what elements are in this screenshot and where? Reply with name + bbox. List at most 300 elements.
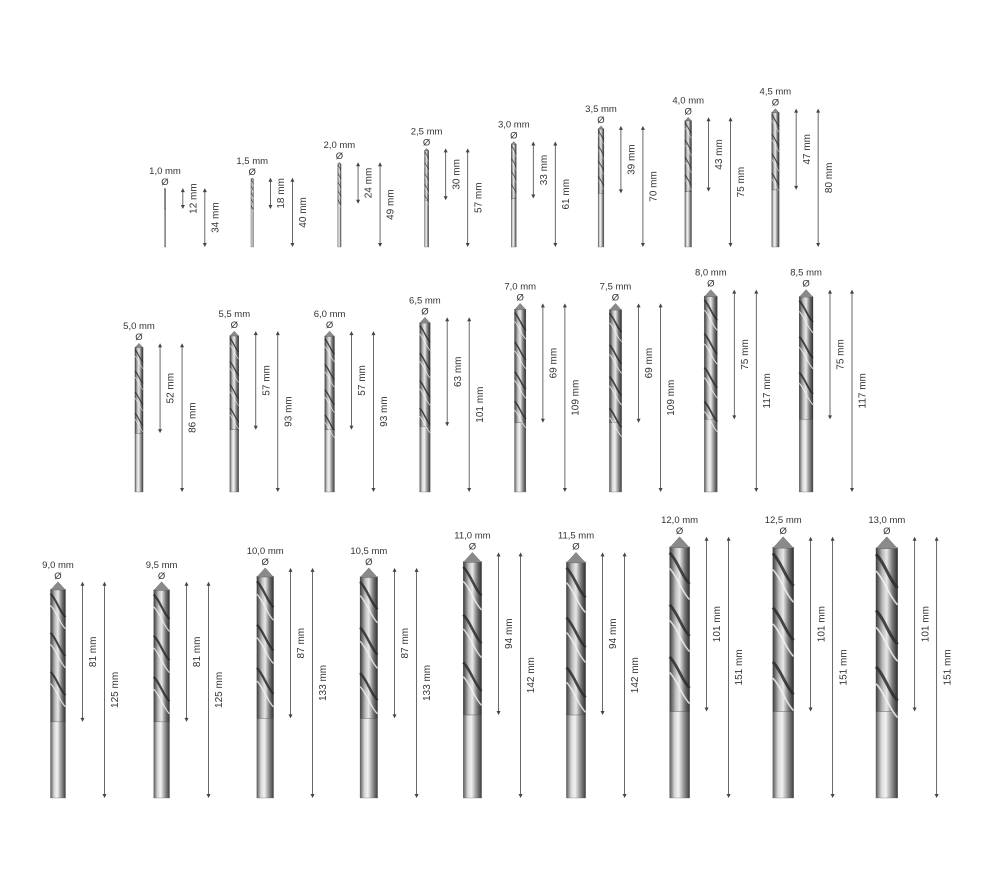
drill-bit-tip <box>704 290 717 297</box>
drill-bit <box>463 552 481 798</box>
flute-length-dimension-label: 47 mm <box>801 133 813 165</box>
drill-bit-shank <box>230 430 239 492</box>
drill-diameter-label: 9,5 mm <box>145 559 178 571</box>
drill-diameter-label: 11,0 mm <box>454 530 491 542</box>
flute-length-dimension-arrow-top <box>619 126 623 130</box>
drill-bit-tip <box>164 188 166 189</box>
total-length-dimension-label: 142 mm <box>630 657 642 694</box>
total-length-dimension <box>553 141 572 247</box>
total-length-dimension <box>290 178 309 247</box>
total-length-dimension-arrow-top <box>207 582 211 586</box>
drill-bit-tip <box>876 537 898 549</box>
total-length-dimension-arrow-bottom <box>623 794 627 798</box>
drill-bit <box>685 117 692 247</box>
diameter-symbol: Ø <box>468 541 477 553</box>
drill-bit-tip <box>360 568 378 578</box>
drill-diameter-label: 12,5 mm <box>764 514 802 526</box>
drill-bit-shank <box>360 718 378 798</box>
flute-length-dimension-arrow-bottom <box>254 426 258 430</box>
diameter-symbol: Ø <box>335 151 344 163</box>
drill-row-2 <box>123 268 868 492</box>
drill-bit-tip <box>799 290 813 298</box>
drill-bit-tip <box>598 126 604 129</box>
flute-length-dimension <box>289 568 308 719</box>
diameter-symbol: Ø <box>135 332 143 344</box>
drill-bit-shank <box>251 209 254 247</box>
flute-length-dimension-label: 33 mm <box>538 154 550 186</box>
flute-length-dimension <box>637 303 656 422</box>
flute-length-dimension <box>181 183 200 214</box>
total-length-dimension-label: 40 mm <box>298 197 310 228</box>
total-length-dimension-label: 34 mm <box>210 202 222 233</box>
flute-length-dimension <box>445 317 464 426</box>
total-length-dimension-arrow-bottom <box>831 794 835 798</box>
drill-diameter-label: 10,0 mm <box>246 545 284 557</box>
drill-diameter-label: 8,5 mm <box>790 267 822 279</box>
drill-bit <box>425 148 429 247</box>
drill-diameter-label: 11,5 mm <box>557 530 595 542</box>
flute-length-dimension-arrow-top <box>828 290 832 294</box>
drill-bit <box>515 303 526 492</box>
drill-bit-tip <box>670 537 690 548</box>
drill-bit-shank <box>511 199 516 247</box>
total-length-dimension <box>180 343 199 492</box>
flute-length-dimension <box>601 552 620 715</box>
total-length-dimension-label: 49 mm <box>385 189 397 220</box>
total-length-dimension <box>754 290 773 492</box>
flute-length-dimension-arrow-bottom <box>809 708 813 712</box>
drill-bit <box>164 188 166 247</box>
flute-length-dimension-arrow-bottom <box>181 205 185 209</box>
flute-length-dimension-label: 94 mm <box>608 618 620 649</box>
drill-bit-shank <box>420 426 431 492</box>
total-length-dimension-arrow-top <box>659 303 663 307</box>
total-length-dimension-arrow-top <box>563 303 567 307</box>
drill-diameter-label: 4,0 mm <box>672 95 705 107</box>
flute-length-dimension <box>828 290 847 420</box>
total-length-dimension-arrow-bottom <box>371 488 375 492</box>
total-length-dimension-arrow-top <box>276 331 280 335</box>
total-length-dimension-label: 151 mm <box>942 649 954 686</box>
flute-length-dimension-label: 94 mm <box>504 618 516 649</box>
drill-bit-shank <box>685 192 692 247</box>
total-length-dimension-label: 125 mm <box>214 671 226 708</box>
drill-bit-shank <box>799 419 813 492</box>
flute-length-dimension-arrow-bottom <box>541 419 545 423</box>
drill-bit-shank <box>338 204 341 247</box>
flute-length-dimension-arrow-top <box>913 537 917 541</box>
flute-length-dimension-label: 81 mm <box>88 636 100 668</box>
total-length-dimension <box>467 317 486 492</box>
total-length-dimension <box>466 148 485 247</box>
total-length-dimension-arrow-bottom <box>378 243 382 247</box>
flute-length-dimension-arrow-top <box>445 317 449 321</box>
flute-length-dimension-arrow-top <box>809 537 813 541</box>
flute-length-dimension-arrow-top <box>541 303 545 307</box>
drill-bit-tip <box>511 141 516 144</box>
total-length-dimension <box>276 331 295 492</box>
flute-length-dimension-label: 75 mm <box>739 339 751 370</box>
flute-length-dimension-arrow-top <box>81 582 85 586</box>
flute-length-dimension <box>705 537 724 712</box>
drill-bit-item <box>558 530 641 798</box>
diameter-symbol: Ø <box>422 137 431 149</box>
total-length-dimension-label: 142 mm <box>526 657 538 694</box>
total-length-dimension-arrow-top <box>935 537 939 541</box>
total-length-dimension-label: 151 mm <box>838 649 850 686</box>
drill-bit-item <box>661 515 745 798</box>
drill-bit-item <box>672 95 747 247</box>
drill-bit-item <box>790 268 868 492</box>
drill-bit-tip <box>338 162 341 164</box>
drill-bit-item <box>236 156 309 247</box>
flute-length-dimension-arrow-top <box>705 537 709 541</box>
drill-diameter-label: 7,0 mm <box>504 281 537 293</box>
flute-length-dimension-arrow-top <box>794 109 798 113</box>
total-length-dimension-label: 70 mm <box>648 171 660 202</box>
flute-length-dimension-arrow-top <box>637 303 641 307</box>
total-length-dimension-arrow-bottom <box>467 488 471 492</box>
flute-length-dimension <box>619 126 638 193</box>
total-length-dimension <box>935 537 954 798</box>
total-length-dimension-arrow-bottom <box>415 794 419 798</box>
diameter-symbol: Ø <box>230 320 238 332</box>
drill-bit-body <box>609 310 621 423</box>
total-length-dimension <box>207 582 226 798</box>
total-length-dimension-arrow-bottom <box>729 243 733 247</box>
drill-diameter-label: 3,5 mm <box>585 103 617 115</box>
flute-length-dimension-arrow-bottom <box>445 422 449 426</box>
flute-length-dimension-label: 52 mm <box>165 372 177 404</box>
flute-length-dimension-arrow-bottom <box>158 429 162 433</box>
total-length-dimension-arrow-top <box>290 178 294 182</box>
flute-length-dimension <box>444 148 463 200</box>
drill-bit <box>566 552 585 798</box>
flute-length-dimension-arrow-bottom <box>497 711 501 715</box>
drill-diameter-label: 7,5 mm <box>599 281 632 293</box>
drill-bit-item <box>504 281 581 492</box>
drill-bit-tip <box>230 331 239 336</box>
total-length-dimension-label: 57 mm <box>473 182 485 213</box>
total-length-dimension-arrow-top <box>466 148 470 152</box>
drill-diameter-label: 6,5 mm <box>409 295 441 307</box>
total-length-dimension-label: 86 mm <box>187 402 199 433</box>
total-length-dimension <box>831 537 850 798</box>
total-length-dimension-arrow-top <box>754 290 758 294</box>
total-length-dimension <box>729 117 748 247</box>
diameter-symbol: Ø <box>597 114 605 126</box>
total-length-dimension <box>641 126 660 247</box>
total-length-dimension-arrow-top <box>729 117 733 121</box>
drill-bit-shank <box>164 209 166 247</box>
total-length-dimension-arrow-bottom <box>754 488 758 492</box>
drill-bit-item <box>314 309 390 492</box>
diameter-symbol: Ø <box>802 278 810 290</box>
total-length-dimension-arrow-bottom <box>311 794 315 798</box>
total-length-dimension-arrow-bottom <box>850 488 854 492</box>
drill-bit-item <box>218 309 294 492</box>
diameter-symbol: Ø <box>771 97 780 109</box>
total-length-dimension-arrow-top <box>203 188 207 192</box>
drill-bit-shank <box>257 718 274 798</box>
flute-length-dimension-arrow-top <box>158 343 162 347</box>
drill-bit-item <box>123 321 199 492</box>
flute-length-dimension-arrow-bottom <box>705 708 709 712</box>
flute-length-dimension <box>268 178 287 209</box>
drill-bit <box>876 537 898 798</box>
diameter-symbol: Ø <box>572 541 580 553</box>
flute-length-dimension <box>393 568 412 719</box>
total-length-dimension-arrow-top <box>816 109 820 113</box>
drill-bit-shank <box>598 193 604 247</box>
drill-diameter-label: 2,5 mm <box>410 126 443 138</box>
total-length-dimension-arrow-bottom <box>519 794 523 798</box>
total-length-dimension <box>519 552 538 798</box>
total-length-dimension-arrow-top <box>415 568 419 572</box>
drill-diameter-label: 1,0 mm <box>149 166 181 178</box>
diameter-symbol: Ø <box>248 166 256 178</box>
drill-bit <box>135 343 143 492</box>
total-length-dimension-label: 75 mm <box>736 166 748 198</box>
drill-bit <box>799 290 813 492</box>
total-length-dimension-arrow-top <box>727 537 731 541</box>
total-length-dimension <box>623 552 642 798</box>
flute-length-dimension <box>913 537 932 712</box>
drill-bit-tip <box>257 568 274 577</box>
flute-length-dimension-label: 63 mm <box>452 356 464 388</box>
diameter-symbol: Ø <box>325 320 334 332</box>
flute-length-dimension-label: 87 mm <box>296 627 308 659</box>
flute-length-dimension-arrow-top <box>268 178 272 182</box>
drill-bit-tip <box>135 343 143 347</box>
flute-length-dimension-arrow-top <box>254 331 258 335</box>
drill-bit-item <box>498 119 572 247</box>
drill-bit <box>251 178 254 247</box>
flute-length-dimension-arrow-bottom <box>913 708 917 712</box>
total-length-dimension-arrow-bottom <box>727 794 731 798</box>
drill-bit-shank <box>154 722 170 798</box>
total-length-dimension-arrow-bottom <box>180 488 184 492</box>
flute-length-dimension-arrow-bottom <box>444 196 448 200</box>
drill-bit-tip <box>420 317 431 323</box>
flute-length-dimension-arrow-top <box>732 290 736 294</box>
drill-bit-item <box>42 560 121 798</box>
total-length-dimension-arrow-top <box>831 537 835 541</box>
diameter-symbol: Ø <box>510 130 518 142</box>
flute-length-dimension-arrow-bottom <box>619 189 623 193</box>
flute-length-dimension-arrow-bottom <box>828 415 832 419</box>
drill-bit-tip <box>772 109 780 113</box>
total-length-dimension <box>378 162 397 247</box>
flute-length-dimension <box>497 552 516 715</box>
drill-bit-item <box>350 546 433 798</box>
drill-bit-item <box>324 140 397 247</box>
total-length-dimension-arrow-bottom <box>935 794 939 798</box>
total-length-dimension-arrow-top <box>371 331 375 335</box>
drill-diameter-label: 12,0 mm <box>661 514 699 526</box>
drill-bit-item <box>695 268 773 492</box>
flute-length-dimension-arrow-top <box>444 148 448 152</box>
drill-bit-item <box>411 126 485 247</box>
total-length-dimension-label: 80 mm <box>823 162 835 194</box>
total-length-dimension-arrow-bottom <box>641 243 645 247</box>
flute-length-dimension-label: 39 mm <box>626 144 638 175</box>
drill-bit <box>420 317 431 492</box>
flute-length-dimension-arrow-bottom <box>707 188 711 192</box>
drill-bit <box>325 331 335 492</box>
drill-diameter-label: 10,5 mm <box>350 545 388 557</box>
flute-length-dimension-arrow-bottom <box>356 200 360 204</box>
drill-bit <box>704 290 717 492</box>
flute-length-dimension-label: 69 mm <box>644 347 656 379</box>
drill-bit <box>338 162 341 247</box>
total-length-dimension-label: 109 mm <box>666 379 678 416</box>
drill-bit-tip <box>154 582 170 591</box>
drill-bit <box>154 582 170 798</box>
flute-length-dimension-label: 57 mm <box>357 365 369 396</box>
flute-length-dimension-arrow-bottom <box>531 195 535 199</box>
total-length-dimension <box>659 303 678 492</box>
total-length-dimension-arrow-top <box>103 582 107 586</box>
total-length-dimension <box>311 568 330 798</box>
drill-bit-shank <box>425 200 429 247</box>
drill-bit <box>598 126 604 247</box>
drill-bit <box>511 141 516 247</box>
total-length-dimension-arrow-top <box>623 552 627 556</box>
diameter-symbol: Ø <box>161 177 169 189</box>
total-length-dimension <box>103 582 122 798</box>
flute-length-dimension-label: 101 mm <box>816 606 828 643</box>
flute-length-dimension-arrow-bottom <box>732 415 736 419</box>
drill-bit-shank <box>50 722 65 798</box>
drill-diameter-label: 6,0 mm <box>313 309 346 321</box>
total-length-dimension-label: 93 mm <box>379 396 391 427</box>
drill-bit-shank <box>515 423 526 492</box>
drill-bit-shank <box>772 190 780 247</box>
flute-length-dimension-label: 12 mm <box>188 183 200 214</box>
drill-bit-tip <box>685 117 692 121</box>
total-length-dimension-arrow-top <box>850 290 854 294</box>
drill-row-1 <box>149 87 835 247</box>
drill-bit-shank <box>670 712 690 799</box>
flute-length-dimension-label: 30 mm <box>451 159 463 190</box>
drill-bit-shank <box>609 423 621 492</box>
drill-bit-tip <box>566 552 585 563</box>
flute-length-dimension-arrow-top <box>356 162 360 166</box>
drill-bit <box>670 537 690 798</box>
drill-bit-shank <box>325 430 335 492</box>
total-length-dimension-label: 117 mm <box>857 373 869 409</box>
diameter-symbol: Ø <box>684 106 692 118</box>
total-length-dimension-arrow-top <box>467 317 471 321</box>
diameter-symbol: Ø <box>779 525 787 537</box>
drill-bit <box>609 303 621 492</box>
total-length-dimension-arrow-bottom <box>203 243 207 247</box>
flute-length-dimension <box>356 162 375 204</box>
drill-bit-tip <box>50 582 65 590</box>
total-length-dimension-arrow-top <box>378 162 382 166</box>
flute-length-dimension-arrow-top <box>497 552 501 556</box>
drill-bit <box>50 582 65 798</box>
flute-length-dimension-arrow-bottom <box>268 205 272 209</box>
drill-bit-shank <box>135 433 143 492</box>
drill-diameter-label: 2,0 mm <box>323 140 356 152</box>
drill-bit-tip <box>251 178 254 179</box>
total-length-dimension-arrow-bottom <box>553 243 557 247</box>
drill-diameter-label: 1,5 mm <box>236 155 269 167</box>
flute-length-dimension-arrow-bottom <box>185 718 189 722</box>
total-length-dimension-arrow-bottom <box>103 794 107 798</box>
drill-rows <box>42 87 953 798</box>
flute-length-dimension-label: 75 mm <box>835 339 847 370</box>
drill-bit <box>360 568 378 798</box>
total-length-dimension <box>816 109 835 247</box>
total-length-dimension <box>727 537 746 798</box>
diameter-symbol: Ø <box>261 556 269 568</box>
flute-length-dimension-label: 101 mm <box>712 606 724 643</box>
drill-bit-item <box>760 87 835 247</box>
drill-row-3 <box>42 515 953 798</box>
drill-bit <box>773 537 794 798</box>
total-length-dimension-label: 133 mm <box>318 664 330 702</box>
total-length-dimension-arrow-top <box>519 552 523 556</box>
total-length-dimension-arrow-top <box>553 141 557 145</box>
flute-length-dimension-arrow-top <box>181 188 185 192</box>
drill-bit <box>230 331 239 492</box>
flute-length-dimension-arrow-bottom <box>393 714 397 718</box>
diameter-symbol: Ø <box>516 292 524 304</box>
flute-length-dimension-arrow-bottom <box>81 718 85 722</box>
diameter-symbol: Ø <box>157 570 166 582</box>
drill-bit-item <box>585 104 659 247</box>
flute-length-dimension-label: 101 mm <box>920 606 932 643</box>
drill-bit-item <box>409 295 486 492</box>
flute-length-dimension-arrow-top <box>289 568 293 572</box>
drill-bit-shank <box>463 715 481 798</box>
drill-diameter-label: 3,0 mm <box>497 119 530 131</box>
total-length-dimension-arrow-bottom <box>816 243 820 247</box>
total-length-dimension-arrow-top <box>180 343 184 347</box>
diameter-symbol: Ø <box>54 570 62 582</box>
total-length-dimension-label: 151 mm <box>734 649 746 686</box>
drill-bit-tip <box>609 303 621 310</box>
flute-length-dimension-arrow-bottom <box>601 711 605 715</box>
drill-diameter-label: 8,0 mm <box>694 267 727 279</box>
drill-bit-tip <box>773 537 794 548</box>
total-length-dimension-label: 101 mm <box>474 386 486 423</box>
flute-length-dimension <box>185 582 204 722</box>
flute-length-dimension-label: 24 mm <box>363 167 375 199</box>
diameter-symbol: Ø <box>365 556 373 568</box>
flute-length-dimension-arrow-bottom <box>794 186 798 190</box>
total-length-dimension <box>415 568 434 798</box>
total-length-dimension-arrow-top <box>311 568 315 572</box>
diameter-symbol: Ø <box>421 306 429 318</box>
drill-bit-shank <box>566 715 585 798</box>
total-length-dimension-arrow-bottom <box>466 243 470 247</box>
flute-length-dimension-arrow-top <box>349 331 353 335</box>
total-length-dimension-arrow-bottom <box>207 794 211 798</box>
flute-length-dimension-arrow-bottom <box>637 419 641 423</box>
flute-length-dimension-arrow-bottom <box>289 714 293 718</box>
flute-length-dimension <box>732 290 751 420</box>
total-length-dimension-arrow-bottom <box>290 243 294 247</box>
drill-bit-item <box>454 530 537 798</box>
drill-bit-tip <box>325 331 335 336</box>
drill-diameter-label: 4,5 mm <box>759 86 792 98</box>
total-length-dimension-label: 109 mm <box>570 379 582 416</box>
drill-bit <box>772 109 780 247</box>
